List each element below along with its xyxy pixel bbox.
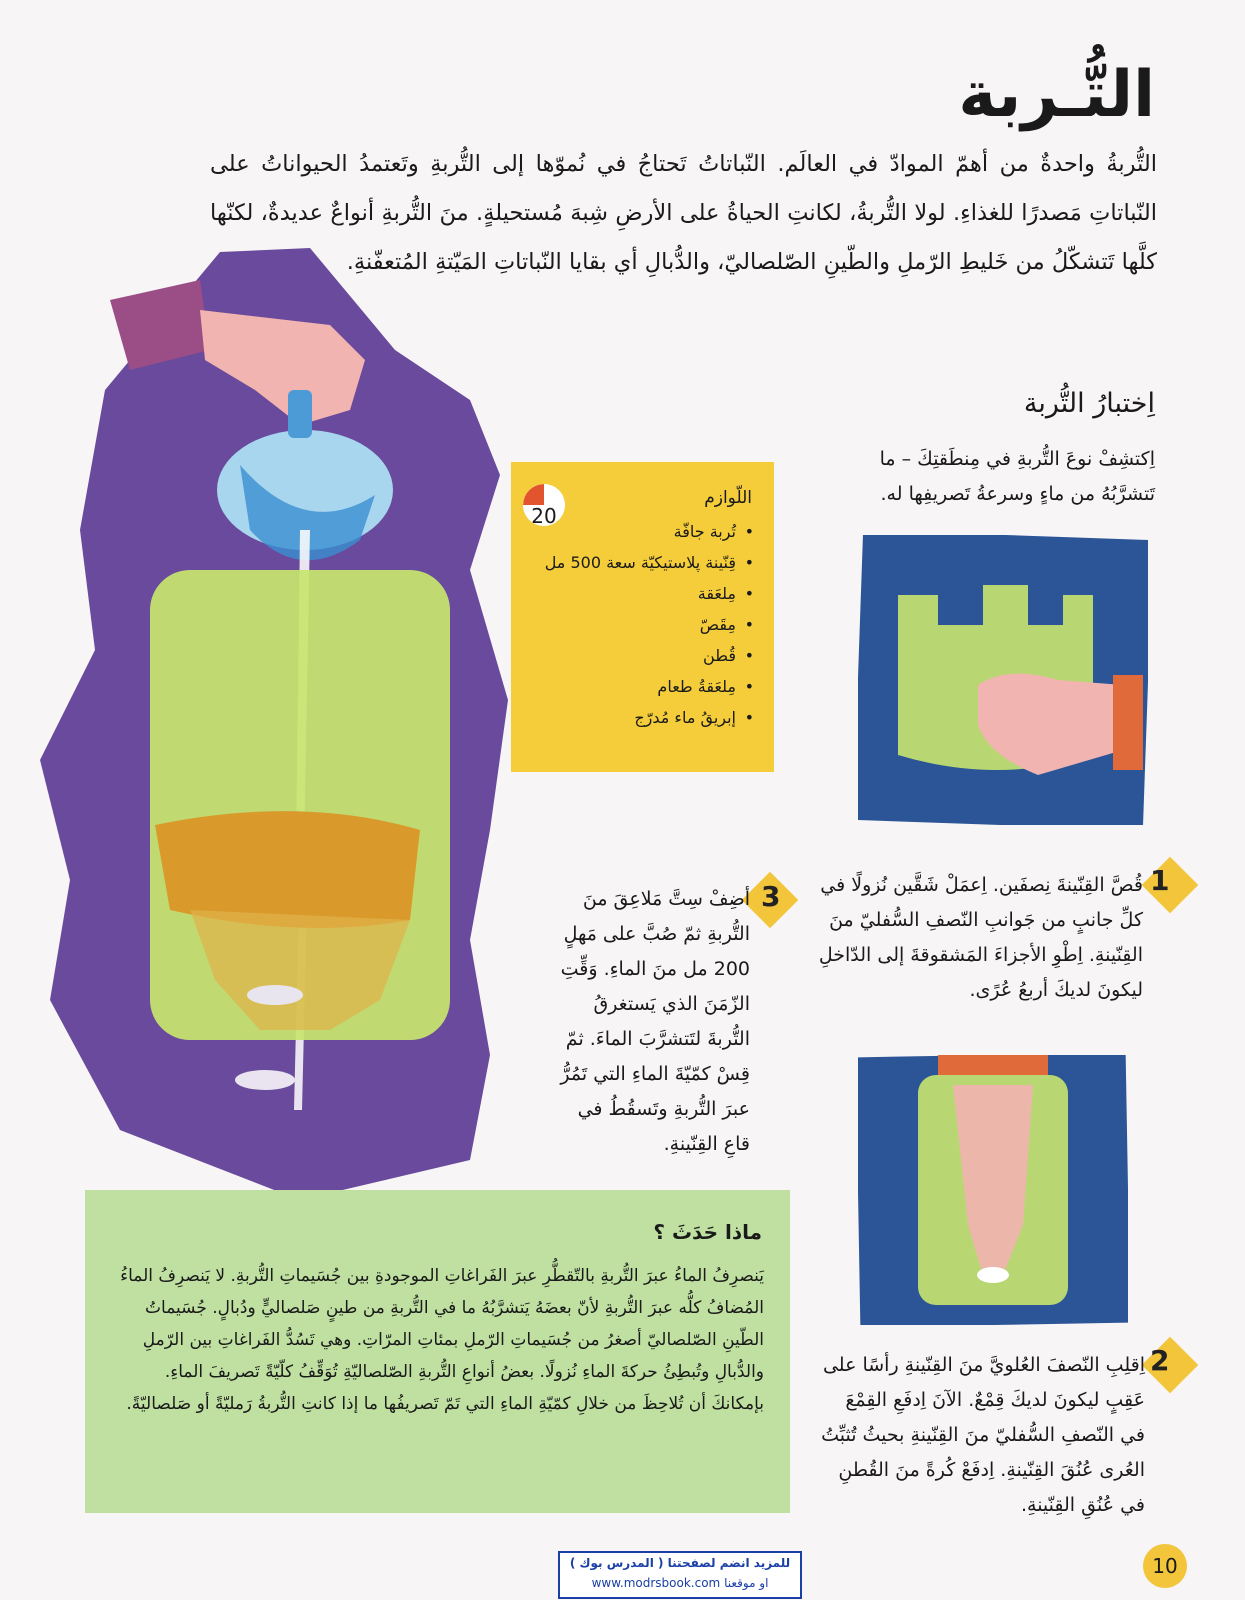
section-subheading: اِختبارُ التُّربة: [1023, 388, 1155, 419]
cotton-ball: [977, 1267, 1009, 1283]
step1-illustration: [858, 535, 1148, 825]
step2-number: 2: [1150, 1344, 1170, 1377]
intro-paragraph: التُّربةُ واحدةٌ من أهمّ الموادّ في العالَم. النّباتاتُ تَحتاجُ في نُموّها إلى التُّربةِ وتَعتمدُ الحيواناتُ على النّباتاتِ مَصدرًا للغذاءِ. لولا التُّربةُ، لكانتِ الحياةُ على الأرضِ شِبهَ مُستحيلةٍ. منَ التُّربةِ أنواعٌ عديدةٌ، لكنّها كلَّها تَتشكّلُ من خَليطِ الرّملِ والطّينِ الصّلصاليّ، والدُّبالِ أي بقايا النّباتاتِ المَيّتةِ المُتعفّنةِ.: [210, 151, 1157, 275]
supply-item: • إبريقُ ماء مُدرّج: [514, 702, 736, 733]
timer-badge-value: 20: [531, 504, 557, 528]
supply-item: • مِقَصّ: [514, 609, 736, 640]
what-happened-text: يَنصرِفُ الماءُ عبرَ التُّربةِ بالتّقطُّرِ عبرَ الفَراغاتِ الموجودةِ بين جُسَيماتِ التُّربةِ. لا يَنصرِفُ الماءُ المُضافُ كلُّه عبرَ التُّربةِ لأنّ بعضَهُ يَتشرَّبُهُ ما في التُّربةِ من طينٍ صَلصاليٍّ ودُبالٍ. جُسَيماتُ الطّينِ الصّلصاليّ أصغرُ من جُسَيماتِ الرّملِ بمئاتِ المرّاتِ. وهي تَسُدُّ الفَراغاتِ بين الرّملِ والدُّبالِ وتُبطِئُ حركةَ الماءِ نُزولًا. بعضُ أنواعِ التُّربةِ الصّلصاليّةِ تُوَقِّفُ كلّيّةً تَصريفَ الماءِ. بإمكانكَ أن تُلاحِظَ من خلالِ كمّيّةِ الماءِ التي تَمّ تَصريفُها ما إذا كانتِ التُّربةُ رَمليّةً أو صَلصاليّةً.: [120, 1266, 764, 1414]
footer-link[interactable]: www.modrsbook.com او موقعنا: [591, 1576, 769, 1590]
page-title: التُّـربة: [958, 58, 1155, 132]
what-happened-box: [85, 1190, 790, 1513]
what-happened-title: ماذا حَدَثَ ؟: [653, 1220, 762, 1244]
cotton-ball: [247, 985, 303, 1005]
supply-item: • مِلعَقةُ طعام: [514, 671, 736, 702]
sleeve-shape: [1113, 675, 1143, 770]
step3-text: أضِفْ سِتَّ مَلاعِقَ منَ التُّربةِ ثمّ صُبَّ على مَهلٍ 200 مل منَ الماءِ. وَقِّتِ الزّمَنَ الذي يَستغرقُ التُّربةَ لتَتشرَّبَ الماءَ. ثمّ قِسْ كمّيّةَ الماءِ التي تَمُرُّ عبرَ التُّربةِ وتَسقُطُ في قاعِ القِنّينةِ.: [560, 888, 750, 1155]
supply-item: • تُربة جافّة: [514, 516, 736, 547]
step1-text: قُصَّ القِنّينةَ نِصفَين. اِعمَلْ شَقَّين نُزولًا في كلِّ جانبٍ من جَوانبِ النّصفِ السُّفليّ منَ القِنّينةِ. اِطْوِ الأجزاءَ المَشقوقةَ إلى الدّاخلِ ليكونَ لديكَ أربعُ عُرًى.: [818, 874, 1143, 1001]
lead-paragraph: اِكتشِفْ نوعَ التُّربةِ في مِنطَقتِكَ – ما تَتشرَّبُهُ من ماءٍ وسرعةُ تَصريفِها له.: [879, 448, 1155, 505]
supply-item: • مِلعَقة: [514, 578, 736, 609]
supplies-list: [514, 516, 758, 733]
page-number: 10: [1143, 1544, 1187, 1588]
supplies-box: [511, 462, 774, 772]
footer-line1: للمزيد انضم لصفحتنا ( المدرس بوك ): [569, 1556, 791, 1570]
sleeve-shape: [938, 1055, 1048, 1075]
supply-item: • قِنّينة پلاستيكيّة سعة 500 مل: [514, 547, 736, 578]
supply-item: • قُطن: [514, 640, 736, 671]
step3-number: 3: [761, 880, 781, 913]
step2-text: اِقلِبِ النّصفَ العُلويَّ منَ القِنّينةِ رأسًا على عَقِبٍ ليكونَ لديكَ قِمْعٌ. الآنَ اِدفَعِ القِمْعَ في النّصفِ السُّفليّ منَ القِنّينةِ بحيثُ تُثبِّتُ العُرى عُنُقَ القِنّينةِ. اِدفَعْ كُرةً منَ القُطنِ في عُنُقِ القِنّينةِ.: [821, 1354, 1145, 1516]
collected-water: [235, 1070, 295, 1090]
jug-handle: [288, 390, 312, 438]
step1-number: 1: [1150, 864, 1170, 897]
step2-illustration: [858, 1055, 1128, 1325]
footer-banner[interactable]: [558, 1551, 802, 1599]
pouring-illustration: [0, 240, 510, 1200]
supplies-title: اللّوازم: [704, 488, 752, 508]
